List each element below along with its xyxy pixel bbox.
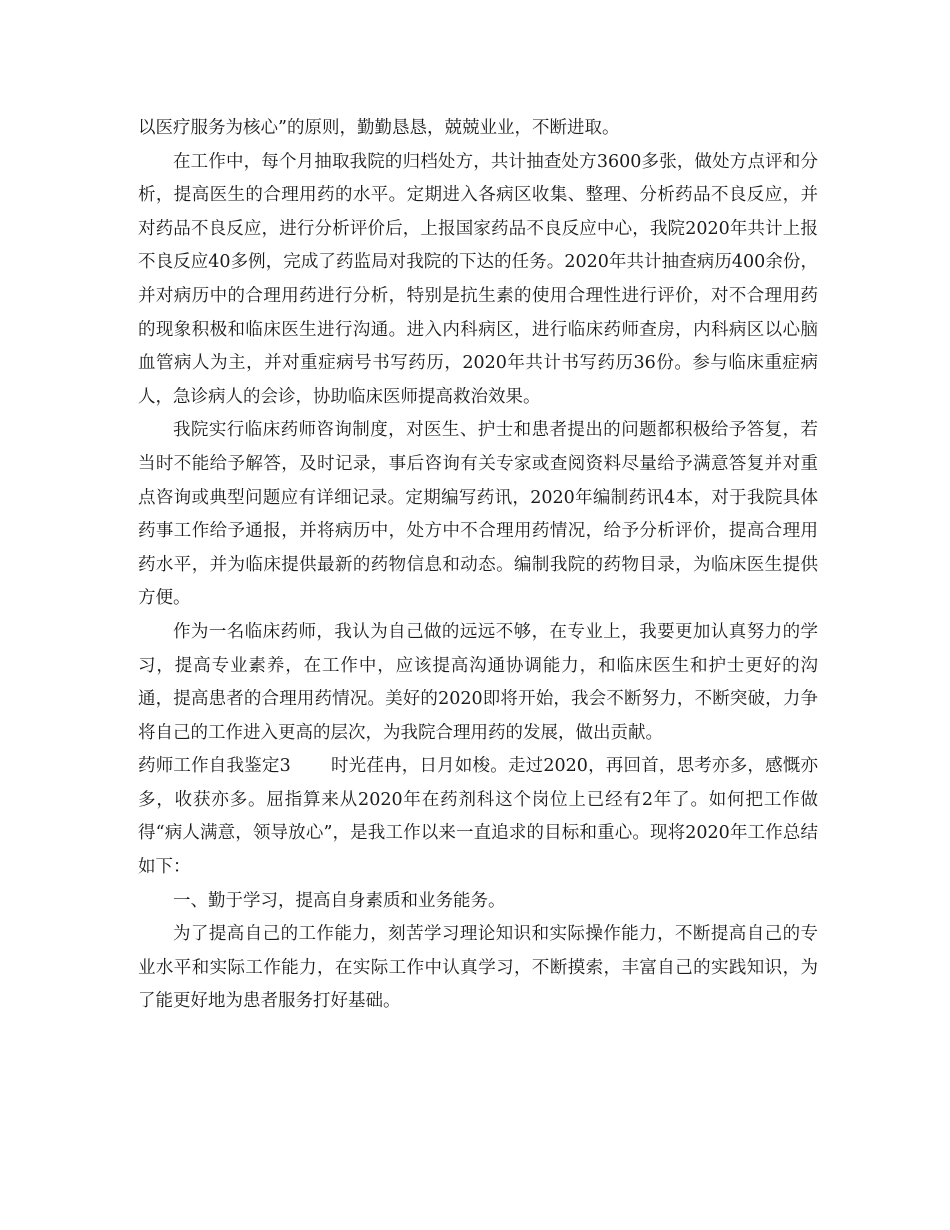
paragraph-continuation: 以医疗服务为核心”的原则，勤勤恳恳，兢兢业业，不断进取。 [138, 118, 620, 138]
paragraph-consultation: 我院实行临床药师咨询制度，对医生、护士和患者提出的问题都积极给予答复，若当时不能给予解答，及时记录，事后咨询有关专家或查阅资料尽量给予满意答复并对重点咨询或典型问题应有详细记录。定期编写药讯，2020年编制药讯4本，对于我院具体药事工作给予通报，并将病历中，处方中不合理用药情况，给予分析评价，提高合理用药水平，并为临床提供最新的药物信息和动态。编制我院的药物目录，为临床医生提供方便。 [138, 420, 818, 609]
section-intro: 时光荏冉，日月如梭。走过2020，再回首，思考亦多，感慨亦多，收获亦多。屈指算来从2020年在药剂科这个岗位上已经有2年了。如何把工作做得“病人满意，领导放心”，是我工作以来一直追求的目标和重心。现将2020年工作总结如下： [138, 756, 818, 878]
paragraph-prescription-review: 在工作中，每个月抽取我院的归档处方，共计抽查处方3600多张，做处方点评和分析，提高医生的合理用药的水平。定期进入各病区收集、整理、分析药品不良反应，并对药品不良反应，进行分析评价后，上报国家药品不良反应中心，我院2020年共计上报不良反应40多例，完成了药监局对我院的下达的任务。2020年共计抽查病历400余份，并对病历中的合理用药进行分析，特别是抗生素的使用合理性进行评价，对不合理用药的现象积极和临床医生进行沟通。进入内科病区，进行临床药师查房，内科病区以心脑血管病人为主，并对重症病号书写药历，2020年共计书写药历36份。参与临床重症病人，急诊病人的会诊，协助临床医师提高救治效果。 [138, 151, 818, 407]
subheading: 一、勤于学习，提高自身素质和业务能务。 [173, 890, 506, 911]
paragraph-self-assessment: 作为一名临床药师，我认为自己做的远远不够，在专业上，我要更加认真努力的学习，提高专业素养，在工作中，应该提高沟通协调能力，和临床医生和护士更好的沟通，提高患者的合理用药情况。美好的2020即将开始，我会不断努力，不断突破，力争将自己的工作进入更高的层次，为我院合理用药的发展，做出贡献。 [138, 621, 818, 743]
section-heading-paragraph [138, 750, 818, 884]
paragraph-closing: 为了提高自己的工作能力，刻苦学习理论知识和实际操作能力，不断提高自己的专业水平和实际工作能力，在实际工作中认真学习，不断摸索，丰富自己的实践知识，为了能更好地为患者服务打好基础。 [138, 924, 818, 1012]
section-heading: 药师工作自我鉴定3 [138, 756, 291, 777]
document-body [138, 112, 818, 1019]
